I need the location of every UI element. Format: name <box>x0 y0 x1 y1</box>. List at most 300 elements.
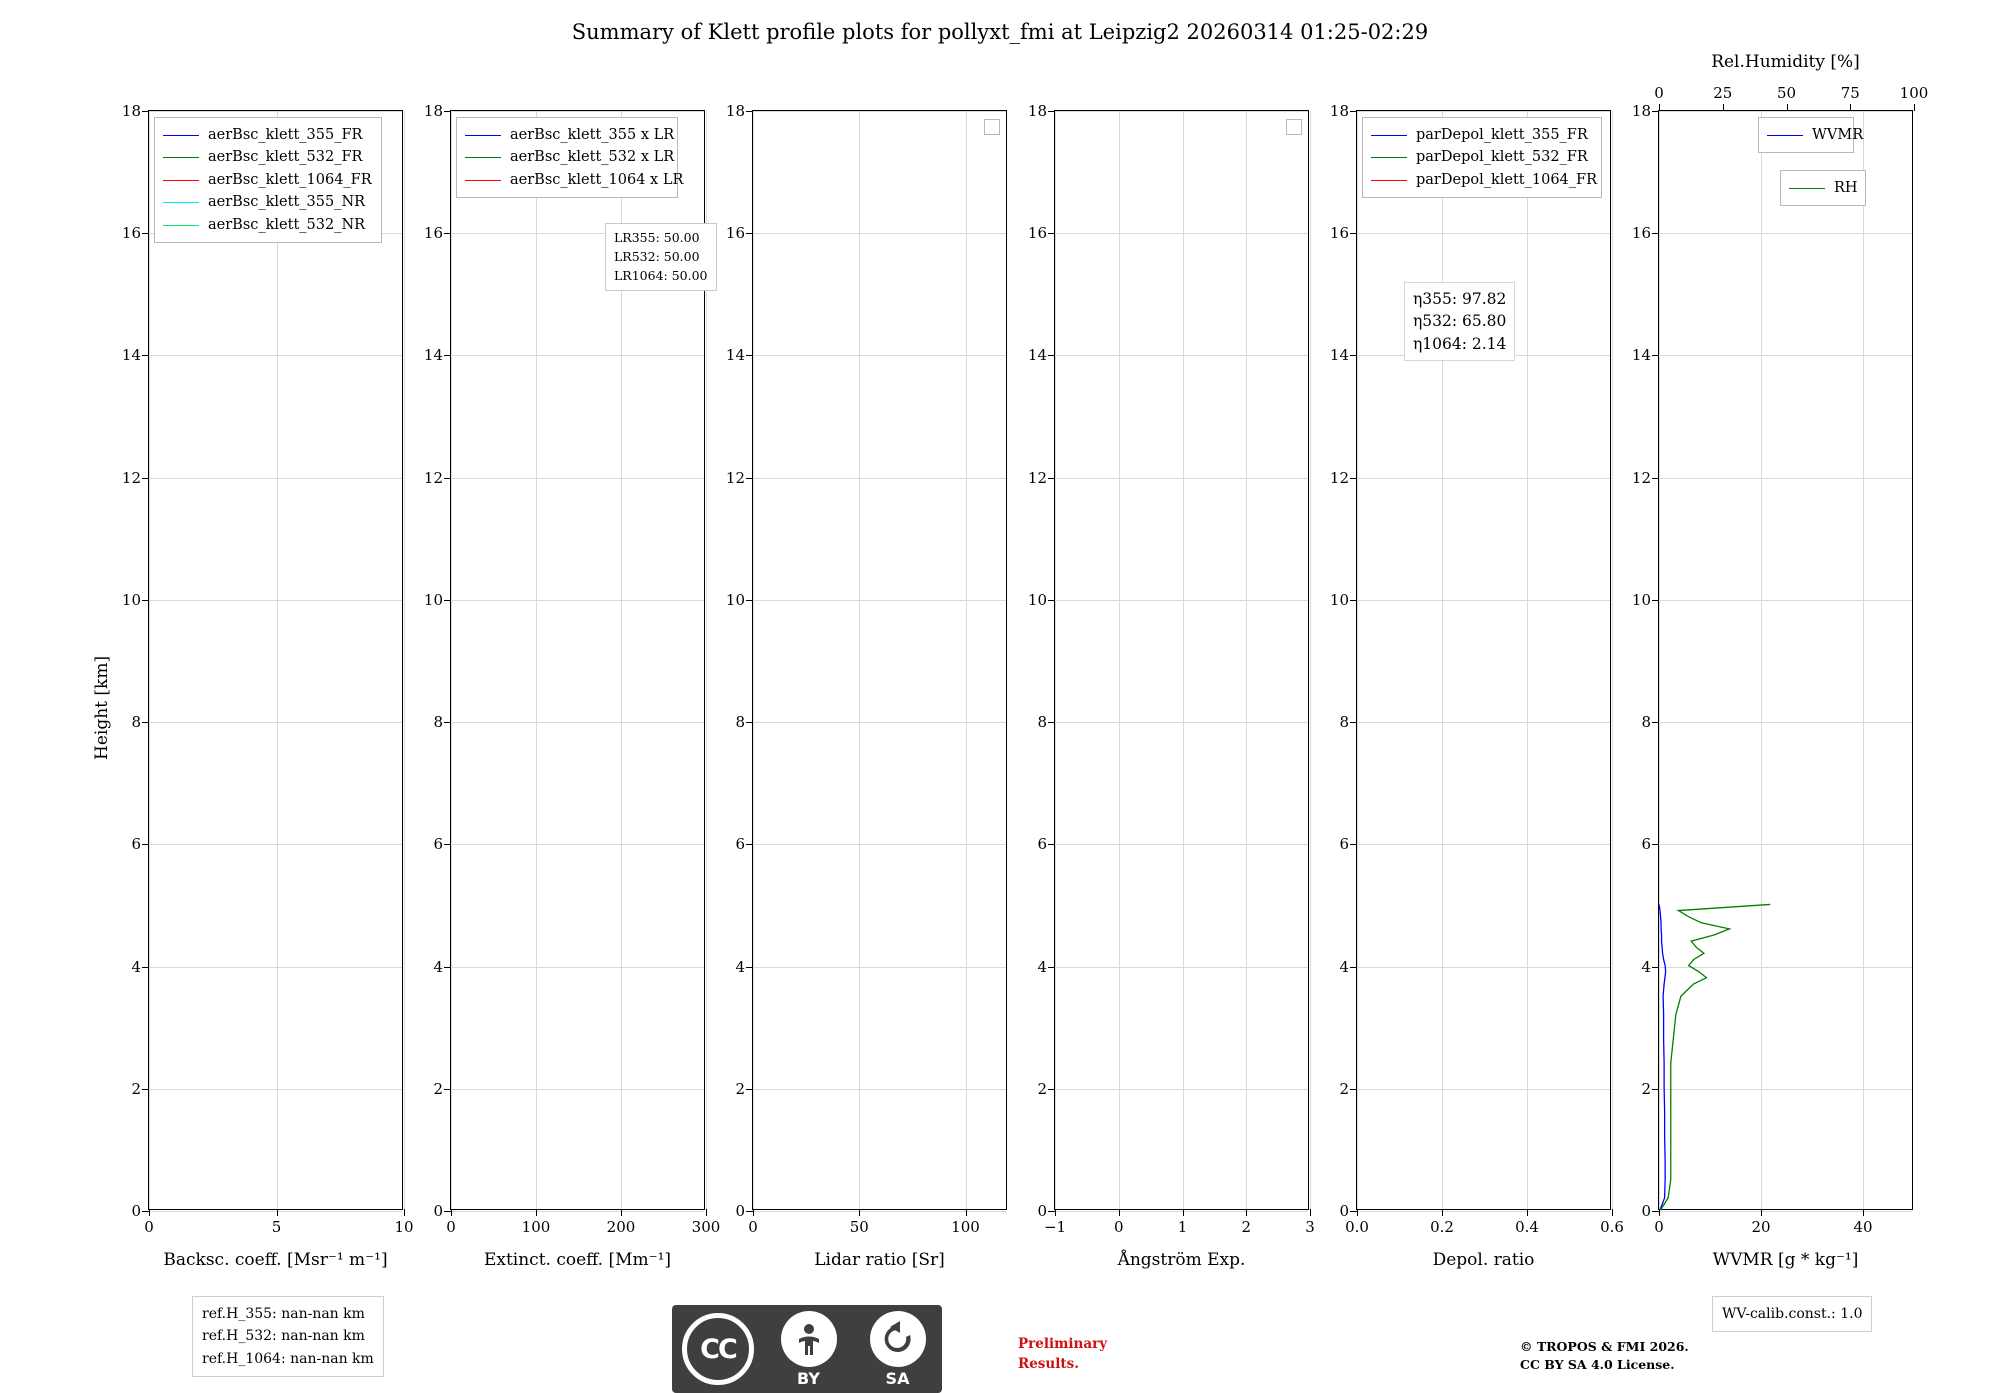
x-axis-label-depolarization: Depol. ratio <box>1432 1250 1535 1270</box>
y-tick-mark <box>142 722 149 723</box>
gridline-vertical <box>1442 111 1443 1209</box>
y-tick-mark <box>1350 1211 1357 1212</box>
panel-angstrom <box>1027 102 1315 1270</box>
y-tick-label: 2 <box>1641 1079 1651 1098</box>
y-tick-mark <box>746 478 753 479</box>
x-tick-mark <box>966 1209 967 1216</box>
gridline-horizontal <box>753 722 1006 723</box>
y-tick-label: 12 <box>1631 468 1651 487</box>
y-tick-label: 2 <box>1037 1079 1047 1098</box>
top-x-tick-label: 75 <box>1840 84 1860 102</box>
x-tick-mark <box>1055 1209 1056 1216</box>
gridline-horizontal <box>149 1211 402 1212</box>
x-tick-mark <box>1659 1209 1660 1216</box>
y-tick-mark <box>142 1089 149 1090</box>
plot-area-depolarization <box>1329 102 1624 1236</box>
legend-label: aerBsc_klett_532 x LR <box>510 149 675 166</box>
y-tick-label: 14 <box>1027 346 1047 365</box>
cc-by-cell <box>764 1305 853 1393</box>
gridline-horizontal <box>451 967 704 968</box>
legend-swatch-1064fr <box>163 180 199 181</box>
gridline-horizontal <box>1055 355 1308 356</box>
y-tick-mark <box>444 967 451 968</box>
y-tick-mark <box>1048 111 1055 112</box>
cc-by-label: BY <box>797 1368 820 1388</box>
y-tick-label: 16 <box>121 224 141 243</box>
panel-backscatter <box>121 102 414 1270</box>
copyright-line-2: CC BY SA 4.0 License. <box>1520 1357 1675 1373</box>
x-tick-label: 0.2 <box>1430 1218 1454 1236</box>
y-tick-mark <box>1048 233 1055 234</box>
gridline-horizontal <box>149 967 402 968</box>
y-tick-mark <box>1350 233 1357 234</box>
x-tick-label: 10 <box>394 1218 414 1236</box>
y-tick-label: 12 <box>725 468 745 487</box>
y-tick-label: 0 <box>433 1202 443 1220</box>
x-tick-mark <box>1357 1209 1358 1216</box>
y-tick-label: 4 <box>433 957 443 976</box>
gridline-horizontal <box>753 478 1006 479</box>
x-tick-label: 2 <box>1241 1218 1252 1236</box>
y-tick-mark <box>444 1211 451 1212</box>
wv-calib-value: WV-calib.const.: 1.0 <box>1722 1306 1863 1322</box>
y-tick-label: 4 <box>1037 957 1047 976</box>
legend-label: aerBsc_klett_532_NR <box>208 216 366 233</box>
legend-label: aerBsc_klett_1064_FR <box>208 171 372 188</box>
y-tick-label: 4 <box>131 957 141 976</box>
y-tick-label: 10 <box>1329 590 1349 609</box>
legend-item <box>1767 124 1864 146</box>
x-axis-label-angstrom: Ångström Exp. <box>1117 1250 1246 1270</box>
x-tick-mark <box>859 1209 860 1216</box>
y-tick-label: 14 <box>423 346 443 365</box>
y-tick-mark <box>444 111 451 112</box>
legend-swatch-532 <box>465 157 501 158</box>
y-tick-label: 18 <box>1027 102 1047 120</box>
gridline-horizontal <box>1055 600 1308 601</box>
y-tick-mark <box>142 1211 149 1212</box>
y-tick-mark <box>1048 478 1055 479</box>
preliminary-line-1: Preliminary <box>1018 1336 1108 1352</box>
legend-item <box>1371 124 1591 146</box>
gridline-horizontal <box>451 600 704 601</box>
y-tick-mark <box>1048 1089 1055 1090</box>
y-tick-label: 16 <box>423 224 443 243</box>
legend-label: WVMR <box>1812 127 1864 143</box>
legend-wvmr <box>1758 117 1864 153</box>
y-tick-mark <box>1048 600 1055 601</box>
y-tick-label: 6 <box>1641 835 1651 854</box>
legend-swatch-532nr <box>163 225 199 226</box>
x-tick-mark <box>1527 1209 1528 1216</box>
legend-depolarization <box>1362 117 1602 198</box>
gridline-horizontal <box>149 478 402 479</box>
legend-item <box>163 169 371 191</box>
gridline-vertical <box>859 111 860 1209</box>
y-tick-label: 8 <box>1339 713 1349 732</box>
legend-swatch-pd532 <box>1371 157 1407 158</box>
y-tick-label: 2 <box>433 1079 443 1098</box>
x-tick-mark <box>1310 1209 1311 1216</box>
gridline-horizontal <box>1357 1211 1610 1212</box>
legend-swatch-wvmr <box>1767 135 1803 136</box>
gridline-horizontal <box>149 600 402 601</box>
gridline-vertical <box>753 111 754 1209</box>
gridline-horizontal <box>1055 1089 1308 1090</box>
y-tick-mark <box>142 355 149 356</box>
y-tick-label: 14 <box>725 346 745 365</box>
x-tick-mark <box>1442 1209 1443 1216</box>
gridline-vertical <box>1310 111 1311 1209</box>
y-tick-label: 12 <box>121 468 141 487</box>
ref-h-1064: ref.H_1064: nan-nan km <box>202 1350 374 1367</box>
eta-annotation <box>1404 282 1515 361</box>
cc-license-badge[interactable] <box>672 1305 942 1393</box>
y-tick-mark <box>746 233 753 234</box>
legend-swatch-532fr <box>163 157 199 158</box>
gridline-vertical <box>536 111 537 1209</box>
x-axis-label-extinction: Extinct. coeff. [Mm⁻¹] <box>483 1250 672 1270</box>
gridline-horizontal <box>1357 233 1610 234</box>
legend-swatch-rh <box>1789 188 1825 189</box>
y-tick-label: 4 <box>1641 957 1651 976</box>
y-tick-label: 2 <box>131 1079 141 1098</box>
legend-label: parDepol_klett_1064_FR <box>1416 171 1598 188</box>
x-tick-mark <box>1761 1209 1762 1216</box>
panel-wvmr-rh <box>1631 52 1929 1270</box>
y-tick-mark <box>1350 355 1357 356</box>
y-tick-mark <box>1048 1211 1055 1212</box>
y-tick-label: 12 <box>1329 468 1349 487</box>
gridline-horizontal <box>1357 844 1610 845</box>
y-tick-mark <box>746 722 753 723</box>
gridline-vertical <box>1119 111 1120 1209</box>
y-tick-mark <box>746 111 753 112</box>
gridline-vertical <box>1183 111 1184 1209</box>
y-tick-label: 10 <box>1027 590 1047 609</box>
x-tick-label: 5 <box>271 1218 282 1236</box>
y-tick-label: 2 <box>735 1079 745 1098</box>
y-tick-label: 6 <box>433 835 443 854</box>
gridline-horizontal <box>149 844 402 845</box>
empty-legend-box-angstrom <box>1286 119 1302 135</box>
y-tick-label: 16 <box>1631 224 1651 243</box>
gridline-vertical <box>149 111 150 1209</box>
legend-item <box>163 191 371 213</box>
legend-item <box>163 214 371 236</box>
x-tick-mark <box>1183 1209 1184 1216</box>
x-tick-label: 300 <box>691 1218 721 1236</box>
y-tick-mark <box>1048 355 1055 356</box>
legend-item <box>163 124 371 146</box>
x-tick-label: 1 <box>1177 1218 1188 1236</box>
gridline-vertical <box>1357 111 1358 1209</box>
y-tick-mark <box>444 233 451 234</box>
y-tick-mark <box>444 478 451 479</box>
y-tick-label: 0 <box>735 1202 745 1220</box>
y-tick-label: 2 <box>1339 1079 1349 1098</box>
gridline-horizontal <box>753 600 1006 601</box>
gridline-horizontal <box>1357 111 1610 112</box>
x-tick-mark <box>1863 1209 1864 1216</box>
legend-extinction <box>456 117 684 198</box>
x-tick-label: 0 <box>1113 1218 1124 1236</box>
gridline-horizontal <box>1357 1089 1610 1090</box>
y-tick-label: 18 <box>1329 102 1349 120</box>
gridline-horizontal <box>1055 967 1308 968</box>
series-wvmr <box>1659 904 1666 1210</box>
y-tick-mark <box>1350 967 1357 968</box>
gridline-horizontal <box>451 722 704 723</box>
series-rh <box>1661 904 1771 1210</box>
gridline-horizontal <box>753 1089 1006 1090</box>
wv-calib-note <box>1712 1296 1872 1332</box>
x-tick-mark <box>404 1209 405 1216</box>
gridline-vertical <box>1527 111 1528 1209</box>
x-tick-label: 20 <box>1751 1218 1771 1236</box>
gridline-horizontal <box>1357 478 1610 479</box>
y-tick-mark <box>142 111 149 112</box>
y-tick-label: 8 <box>131 713 141 732</box>
x-tick-label: 0 <box>446 1218 456 1236</box>
gridline-horizontal <box>149 111 402 112</box>
gridline-horizontal <box>451 111 704 112</box>
y-tick-mark <box>1350 722 1357 723</box>
gridline-vertical <box>277 111 278 1209</box>
lr-532: LR532: 50.00 <box>614 248 700 264</box>
legend-rh <box>1780 170 1866 206</box>
copyright-note <box>1520 1338 1689 1374</box>
y-tick-mark <box>142 967 149 968</box>
y-tick-mark <box>1048 844 1055 845</box>
legend-swatch-pd1064 <box>1371 180 1407 181</box>
y-tick-label: 10 <box>423 590 443 609</box>
y-tick-label: 12 <box>423 468 443 487</box>
x-tick-mark <box>149 1209 150 1216</box>
x-tick-mark <box>277 1209 278 1216</box>
gridline-horizontal <box>451 478 704 479</box>
gridline-vertical <box>1612 111 1613 1209</box>
y-tick-mark <box>1652 1211 1659 1212</box>
copyright-line-1: © TROPOS & FMI 2026. <box>1520 1339 1689 1354</box>
x-axis-label-backscatter: Backsc. coeff. [Msr⁻¹ m⁻¹] <box>163 1250 388 1270</box>
x-tick-label: 50 <box>849 1218 869 1236</box>
x-tick-label: 0 <box>748 1218 758 1236</box>
gridline-horizontal <box>149 722 402 723</box>
y-tick-label: 0 <box>1641 1202 1651 1220</box>
gridline-horizontal <box>753 844 1006 845</box>
y-tick-mark <box>1350 600 1357 601</box>
x-tick-mark <box>536 1209 537 1216</box>
x-tick-label: 0 <box>144 1218 154 1236</box>
lr-1064: LR1064: 50.00 <box>614 267 708 283</box>
gridline-horizontal <box>753 355 1006 356</box>
top-axis-label-rh: Rel.Humidity [%] <box>1711 52 1860 72</box>
y-tick-mark <box>746 1089 753 1090</box>
x-axis-label-lidar-ratio: Lidar ratio [Sr] <box>814 1250 945 1270</box>
eta-355: η355: 97.82 <box>1413 290 1507 308</box>
y-tick-mark <box>1350 1089 1357 1090</box>
y-tick-label: 6 <box>735 835 745 854</box>
y-tick-label: 8 <box>1641 713 1651 732</box>
gridline-vertical <box>1055 111 1056 1209</box>
gridline-horizontal <box>753 233 1006 234</box>
cc-sa-cell <box>853 1305 942 1393</box>
x-tick-label: −1 <box>1043 1218 1067 1236</box>
y-tick-label: 10 <box>121 590 141 609</box>
y-tick-label: 14 <box>1631 346 1651 365</box>
gridline-horizontal <box>1357 967 1610 968</box>
eta-532: η532: 65.80 <box>1413 312 1507 331</box>
y-tick-label: 12 <box>1027 468 1047 487</box>
gridline-horizontal <box>1055 1211 1308 1212</box>
y-tick-label: 6 <box>131 835 141 854</box>
gridline-horizontal <box>451 844 704 845</box>
y-tick-label: 4 <box>1339 957 1349 976</box>
y-tick-mark <box>142 600 149 601</box>
y-tick-label: 18 <box>121 102 141 120</box>
top-x-tick-mark <box>1914 104 1915 111</box>
top-x-tick-label: 0 <box>1654 84 1664 102</box>
y-tick-label: 0 <box>131 1202 141 1220</box>
legend-swatch-1064 <box>465 180 501 181</box>
gridline-horizontal <box>1659 1211 1912 1212</box>
gridline-vertical <box>404 111 405 1209</box>
top-x-tick-label: 25 <box>1713 84 1733 102</box>
gridline-horizontal <box>451 1211 704 1212</box>
legend-backscatter <box>154 117 382 243</box>
x-tick-label: 0.6 <box>1600 1218 1624 1236</box>
y-tick-label: 0 <box>1037 1202 1047 1220</box>
cc-logo <box>672 1305 764 1393</box>
panel-extinction <box>423 102 721 1270</box>
legend-item <box>465 124 675 146</box>
x-tick-mark <box>621 1209 622 1216</box>
gridline-horizontal <box>1055 722 1308 723</box>
legend-label: aerBsc_klett_1064 x LR <box>510 171 684 188</box>
x-tick-label: 0.4 <box>1515 1218 1539 1236</box>
preliminary-results-note <box>1018 1335 1107 1374</box>
panel-lidar-ratio <box>725 102 1007 1270</box>
x-tick-label: 200 <box>606 1218 636 1236</box>
lidar-ratio-annotation <box>605 223 717 291</box>
plot-area-backscatter <box>121 102 414 1236</box>
y-tick-label: 6 <box>1339 835 1349 854</box>
cc-circle-icon: CC <box>682 1313 754 1385</box>
wvmr-rh-curves <box>1658 110 1913 1210</box>
y-tick-label: 10 <box>725 590 745 609</box>
legend-label: aerBsc_klett_355 x LR <box>510 127 675 143</box>
ref-h-532: ref.H_532: nan-nan km <box>202 1328 365 1345</box>
y-tick-mark <box>444 844 451 845</box>
legend-label: aerBsc_klett_355_NR <box>208 194 366 211</box>
x-tick-label: 40 <box>1853 1218 1873 1236</box>
y-tick-mark <box>746 844 753 845</box>
legend-label: parDepol_klett_355_FR <box>1416 127 1588 143</box>
legend-item <box>465 146 675 168</box>
y-tick-label: 16 <box>725 224 745 243</box>
eta-1064: η1064: 2.14 <box>1413 334 1507 353</box>
y-tick-mark <box>142 844 149 845</box>
gridline-horizontal <box>1357 722 1610 723</box>
y-tick-label: 8 <box>433 713 443 732</box>
legend-label: aerBsc_klett_355_FR <box>208 127 363 143</box>
gridline-horizontal <box>149 355 402 356</box>
legend-swatch-355 <box>465 135 501 136</box>
gridline-horizontal <box>149 1089 402 1090</box>
y-tick-mark <box>444 1089 451 1090</box>
gridline-vertical <box>966 111 967 1209</box>
x-tick-mark <box>753 1209 754 1216</box>
y-tick-mark <box>1048 722 1055 723</box>
y-tick-label: 16 <box>1329 224 1349 243</box>
y-tick-label: 8 <box>735 713 745 732</box>
legend-item <box>1789 177 1858 199</box>
y-tick-label: 10 <box>1631 590 1651 609</box>
gridline-vertical <box>451 111 452 1209</box>
y-tick-mark <box>746 1211 753 1212</box>
y-tick-mark <box>142 478 149 479</box>
y-tick-label: 6 <box>1037 835 1047 854</box>
y-tick-mark <box>142 233 149 234</box>
gridline-horizontal <box>753 111 1006 112</box>
x-tick-mark <box>451 1209 452 1216</box>
lr-355: LR355: 50.00 <box>614 230 700 245</box>
y-tick-label: 14 <box>121 346 141 365</box>
legend-item <box>1371 169 1598 191</box>
cc-sa-label: SA <box>885 1368 910 1388</box>
y-tick-label: 18 <box>423 102 443 120</box>
gridline-horizontal <box>753 967 1006 968</box>
x-axis-label-wvmr: WVMR [g * kg⁻¹] <box>1712 1250 1859 1270</box>
gridline-vertical <box>1246 111 1247 1209</box>
top-x-tick-label: 100 <box>1899 84 1929 102</box>
legend-label: parDepol_klett_532_FR <box>1416 149 1588 166</box>
y-tick-label: 16 <box>1027 224 1047 243</box>
y-tick-mark <box>444 355 451 356</box>
y-tick-mark <box>746 967 753 968</box>
gridline-horizontal <box>1055 844 1308 845</box>
y-tick-mark <box>746 355 753 356</box>
ref-h-355: ref.H_355: nan-nan km <box>202 1306 365 1322</box>
gridline-horizontal <box>753 1211 1006 1212</box>
y-tick-label: 18 <box>725 102 745 120</box>
gridline-horizontal <box>451 1089 704 1090</box>
page-title: Summary of Klett profile plots for pollyxt_fmi at Leipzig2 20260314 01:25-02:29 <box>571 20 1429 44</box>
x-tick-label: 100 <box>521 1218 551 1236</box>
gridline-horizontal <box>451 355 704 356</box>
y-tick-mark <box>444 600 451 601</box>
empty-legend-box-lidar-ratio <box>984 119 1000 135</box>
gridline-horizontal <box>1055 233 1308 234</box>
x-tick-mark <box>706 1209 707 1216</box>
y-tick-mark <box>1350 478 1357 479</box>
y-tick-mark <box>1048 967 1055 968</box>
y-tick-mark <box>444 722 451 723</box>
legend-swatch-pd355 <box>1371 135 1407 136</box>
legend-item <box>1371 146 1591 168</box>
x-tick-label: 0 <box>1654 1218 1664 1236</box>
share-alike-icon <box>870 1311 926 1367</box>
gridline-horizontal <box>1055 478 1308 479</box>
y-axis-label: Height [km] <box>92 655 112 760</box>
legend-swatch-355fr <box>163 135 199 136</box>
preliminary-line-2: Results. <box>1018 1355 1079 1372</box>
top-x-tick-label: 50 <box>1776 84 1797 102</box>
y-tick-label: 18 <box>1631 102 1651 120</box>
y-tick-label: 0 <box>1339 1202 1349 1220</box>
y-tick-mark <box>746 600 753 601</box>
